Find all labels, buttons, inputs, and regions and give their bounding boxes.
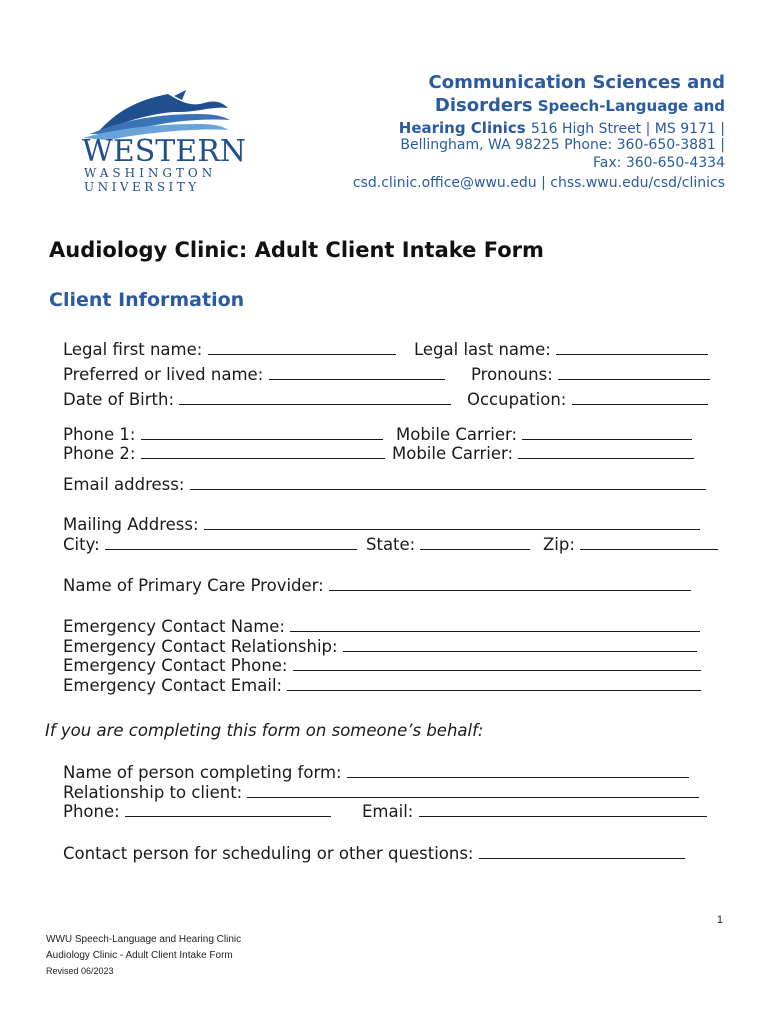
logo-university: UNIVERSITY [84,180,200,194]
mobile1-field[interactable] [522,425,692,440]
b-email-field[interactable] [419,802,707,817]
ec-email-label: Emergency Contact Email: [63,676,283,695]
occupation-label: Occupation: [467,390,567,409]
row-mailing [63,515,700,534]
completer-field[interactable] [347,763,689,778]
row-phone2 [63,444,385,463]
relationship-label: Relationship to client: [63,783,243,802]
zip-field[interactable] [580,535,718,550]
footer-line1: WWU Speech-Language and Hearing Clinic [46,934,242,945]
header-address1: 516 High Street | MS 9171 | [530,121,725,137]
pronouns-label: Pronouns: [471,365,553,384]
preferred-label: Preferred or lived name: [63,365,264,384]
state-label: State: [366,535,416,554]
dob-field[interactable] [179,390,451,405]
footer-line3: Revised 06/2023 [46,966,114,976]
row-legal-last [414,340,708,359]
logo-washington: WASHINGTON [84,166,217,180]
row-occupation [467,390,708,409]
row-state [366,535,530,554]
row-b-phone [63,802,331,821]
header-dept-slh: Speech-Language and [537,97,725,115]
header-address2: Bellingham, WA 98225 Phone: 360-650-3881 | [400,137,725,153]
header-dept-disorders: Disorders [434,95,533,116]
row-zip [543,535,718,554]
header-dept-line1: Communication Sciences and [428,72,725,93]
behalf-heading: If you are completing this form on someone’s behalf: [45,721,484,740]
email-field[interactable] [190,475,706,490]
phone1-field[interactable] [141,425,383,440]
pronouns-field[interactable] [558,365,710,380]
legal-last-label: Legal last name: [414,340,551,359]
ec-email-field[interactable] [287,676,701,691]
legal-first-label: Legal first name: [63,340,203,359]
city-field[interactable] [105,535,357,550]
row-b-email [362,802,707,821]
row-email [63,475,706,494]
phone1-label: Phone 1: [63,425,136,444]
ec-rel-label: Emergency Contact Relationship: [63,637,338,656]
row-pcp [63,576,691,595]
row-ec-rel [63,637,697,656]
mobile2-field[interactable] [518,444,694,459]
legal-first-field[interactable] [208,340,396,355]
row-ec-phone [63,656,701,675]
row-ec-name [63,617,700,636]
mobile1-label: Mobile Carrier: [396,425,518,444]
zip-label: Zip: [543,535,575,554]
completer-label: Name of person completing form: [63,763,342,782]
occupation-field[interactable] [572,390,708,405]
mailing-label: Mailing Address: [63,515,199,534]
b-email-label: Email: [362,802,414,821]
form-title: Audiology Clinic: Adult Client Intake Form [49,238,544,262]
phone2-label: Phone 2: [63,444,136,463]
mobile2-label: Mobile Carrier: [392,444,514,463]
row-scheduling [63,844,685,863]
row-city [63,535,357,554]
footer-line2: Audiology Clinic - Adult Client Intake Form [46,950,233,961]
ec-name-label: Emergency Contact Name: [63,617,285,636]
state-field[interactable] [420,535,530,550]
row-relationship [63,783,699,802]
scheduling-label: Contact person for scheduling or other questions: [63,844,474,863]
row-dob [63,390,451,409]
row-completer [63,763,689,782]
b-phone-label: Phone: [63,802,120,821]
legal-last-field[interactable] [556,340,708,355]
city-label: City: [63,535,100,554]
row-pronouns [471,365,710,384]
ec-phone-field[interactable] [293,656,701,671]
email-label: Email address: [63,475,185,494]
header-fax: Fax: 360-650-4334 [593,155,725,171]
mailing-field[interactable] [204,515,700,530]
header-hearing-clinics: Hearing Clinics [398,119,526,137]
header-dept-line2 [435,95,725,116]
row-phone1 [63,425,383,444]
section-heading: Client Information [49,289,245,311]
pcp-field[interactable] [329,576,691,591]
row-mobile2 [392,444,694,463]
pcp-label: Name of Primary Care Provider: [63,576,324,595]
ec-phone-label: Emergency Contact Phone: [63,656,288,675]
dob-label: Date of Birth: [63,390,175,409]
row-legal-first [63,340,396,359]
header-dept-line3 [399,118,725,137]
preferred-field[interactable] [269,365,445,380]
scheduling-field[interactable] [479,844,685,859]
logo-western: WESTERN [82,134,247,169]
b-phone-field[interactable] [125,802,331,817]
header-contact[interactable]: csd.clinic.office@wwu.edu | chss.wwu.edu/csd/clinics [352,175,725,191]
ec-rel-field[interactable] [343,637,697,652]
wave-mountain-icon [78,90,238,140]
ec-name-field[interactable] [290,617,700,632]
row-mobile1 [396,425,692,444]
wwu-logo [78,90,247,195]
phone2-field[interactable] [141,444,385,459]
row-ec-email [63,676,701,695]
page-number: 1 [716,914,723,926]
relationship-field[interactable] [247,783,699,798]
row-preferred [63,365,445,384]
